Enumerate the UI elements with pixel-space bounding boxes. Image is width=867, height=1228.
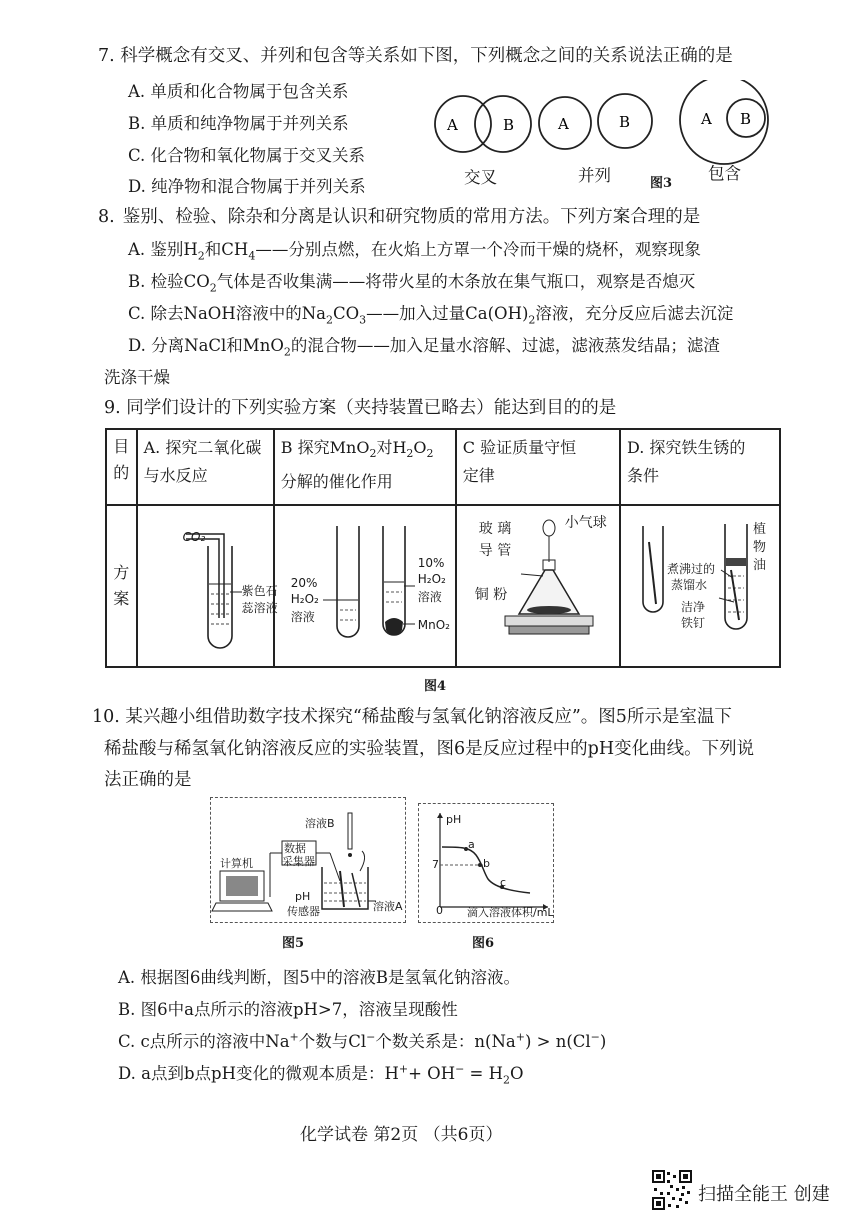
venn2-a: A: [558, 115, 569, 133]
figure3-caption: 图3: [650, 176, 673, 191]
q7-option-d: D. 纯净物和混合物属于并列关系: [128, 177, 366, 196]
q7-option-b: B. 单质和纯净物属于并列关系: [128, 114, 349, 133]
nail-label-1: 洁净: [681, 600, 706, 614]
boiled-water-label-1: 煮沸过的: [667, 562, 716, 576]
oil-label-2: 物: [753, 540, 767, 555]
purpose-a: A. 探究二氧化碳 与水反应: [137, 429, 274, 505]
q9-stem: 9. 同学们设计的下列实验方案（夹持装置已略去）能达到目的的是: [104, 398, 617, 418]
purpose-b: B 探究MnO$_2$对$H_2O_2$ 分解的催化作用: [274, 429, 456, 505]
qr-code-icon: [652, 1170, 692, 1210]
venn-label-contain: 包含: [708, 164, 741, 183]
q8-stem: 8. 鉴别、检验、除杂和分离是认识和研究物质的常用方法。下列方案合理的是: [98, 207, 701, 227]
fig6-xlabel: 滴入溶液体积/mL: [467, 906, 554, 919]
watermark-text: 扫描全能王 创建: [698, 1184, 830, 1205]
row-head-plan: 方 案: [106, 505, 137, 667]
q10-option-d: D. a点到b点pH变化的微观本质是：$H^++ OH^- = H_2O$: [118, 1062, 524, 1087]
venn-parallel: [539, 94, 652, 149]
q8-option-d-cont: 洗涤干燥: [104, 368, 170, 387]
venn-contain: [680, 80, 768, 164]
figure6-caption: 图6: [472, 936, 495, 951]
h2o2-left-label: H₂O₂: [290, 592, 319, 606]
q10-option-c: C. c点所示的溶液中Na+个数与Cl−个数关系是：n(Na+) > n(Cl−): [118, 1030, 607, 1051]
soln-left-label: 溶液: [290, 610, 315, 624]
oil-label-1: 植: [753, 522, 767, 537]
q8-option-a: A. 鉴别$H_2$和$CH_4——$分别点燃，在火焰上方罩一个冷而干燥的烧杯，观察现象: [128, 240, 701, 263]
venn-label-intersect: 交叉: [464, 168, 497, 187]
glass-tube-label-2: 导 管: [478, 543, 512, 559]
q10-option-a: A. 根据图6曲线判断，图5中的溶液B是氢氧化钠溶液。: [118, 968, 521, 987]
venn1-b: B: [503, 116, 515, 134]
purpose-c: C 验证质量守恒 定律: [456, 429, 620, 505]
q10-line-2: 稀盐酸与稀氢氧化钠溶液反应的实验装置，图6是反应过程中的pH变化曲线。下列说: [104, 739, 755, 759]
q10-option-b: B. 图6中a点所示的溶液pH>7，溶液呈现酸性: [118, 1000, 458, 1019]
page-footer: 化学试卷 第2页 （共6页）: [300, 1125, 503, 1145]
q8-option-c: C. 除去NaOH溶液中的$Na_2CO_3——$加入过量$Ca(OH)_2$溶液，充分反应后滤去沉淀: [128, 304, 734, 327]
fig5-solution-a: 溶液A: [373, 900, 403, 913]
q8-option-b: B. 检验$CO_2$气体是否收集满——将带火星的木条放在集气瓶口，观察是否熄灭: [128, 272, 696, 295]
soln-right-label: 溶液: [417, 590, 442, 604]
copper-label: 铜 粉: [474, 587, 508, 603]
nail-label-2: 铁钉: [681, 616, 706, 630]
balloon-label: 小气球: [564, 515, 607, 531]
venn2-b: B: [619, 113, 631, 131]
q7-option-a: A. 单质和化合物属于包含关系: [128, 82, 349, 101]
fig5-data-2: 采集器: [282, 855, 315, 868]
pct20-label: 20%: [290, 576, 318, 590]
pct10-label: 10%: [417, 556, 445, 570]
q7-stem: 7. 科学概念有交叉、并列和包含等关系如下图，下列概念之间的关系说法正确的是: [98, 46, 733, 66]
fig6-tick-7: 7: [432, 858, 439, 871]
figure4-caption: 图4: [424, 679, 447, 694]
fig5-data-1: 数据: [284, 842, 306, 855]
co2-label: CO₂: [182, 530, 206, 544]
row-head-purpose: 目 的: [106, 429, 137, 505]
fig6-ylabel: pH: [446, 813, 462, 826]
litmus-label-2: 蕊溶液: [241, 601, 278, 615]
q10-line-3: 法正确的是: [104, 770, 192, 790]
venn1-a: A: [447, 116, 458, 134]
litmus-label-1: 紫色石: [241, 584, 278, 598]
q7-option-c: C. 化合物和氧化物属于交叉关系: [128, 146, 366, 165]
fig5-computer: 计算机: [220, 857, 253, 870]
glass-tube-label-1: 玻 璃: [478, 521, 512, 537]
venn-intersect: [435, 96, 531, 152]
h2o2-right-label: H₂O₂: [417, 572, 446, 586]
plan-d: [620, 505, 780, 667]
q8-option-d: D. 分离NaCl和MnO$_2$的混合物——加入足量水溶解、过滤，滤液蒸发结晶；滤渣: [128, 336, 720, 359]
venn3-a: A: [701, 110, 712, 128]
q10-line-1: 10. 某兴趣小组借助数字技术探究“稀盐酸与氢氧化钠溶液反应”。图5所示是室温下: [92, 707, 732, 727]
fig6-point-c: c: [500, 876, 507, 889]
venn3-b: B: [740, 110, 752, 128]
boiled-water-label-2: 蒸馏水: [671, 578, 708, 592]
mno2-label: MnO₂: [417, 618, 450, 632]
plan-a: [137, 505, 278, 667]
fig5-solution-b: 溶液B: [305, 817, 335, 830]
venn-label-parallel: 并列: [578, 166, 611, 185]
purpose-d: D. 探究铁生锈的 条件: [620, 429, 780, 505]
fig6-origin: 0: [436, 904, 443, 917]
fig6-point-a: a: [468, 838, 475, 851]
figure5-caption: 图5: [282, 936, 305, 951]
q8-number: 8.: [98, 207, 115, 227]
fig5-sensor-1: pH: [295, 890, 311, 903]
plan-c: [456, 505, 620, 667]
fig5-sensor-2: 传感器: [287, 905, 320, 918]
q9-table: [105, 428, 781, 668]
plan-b: [274, 505, 456, 667]
fig6-point-b: b: [483, 857, 490, 870]
oil-label-3: 油: [753, 558, 767, 573]
